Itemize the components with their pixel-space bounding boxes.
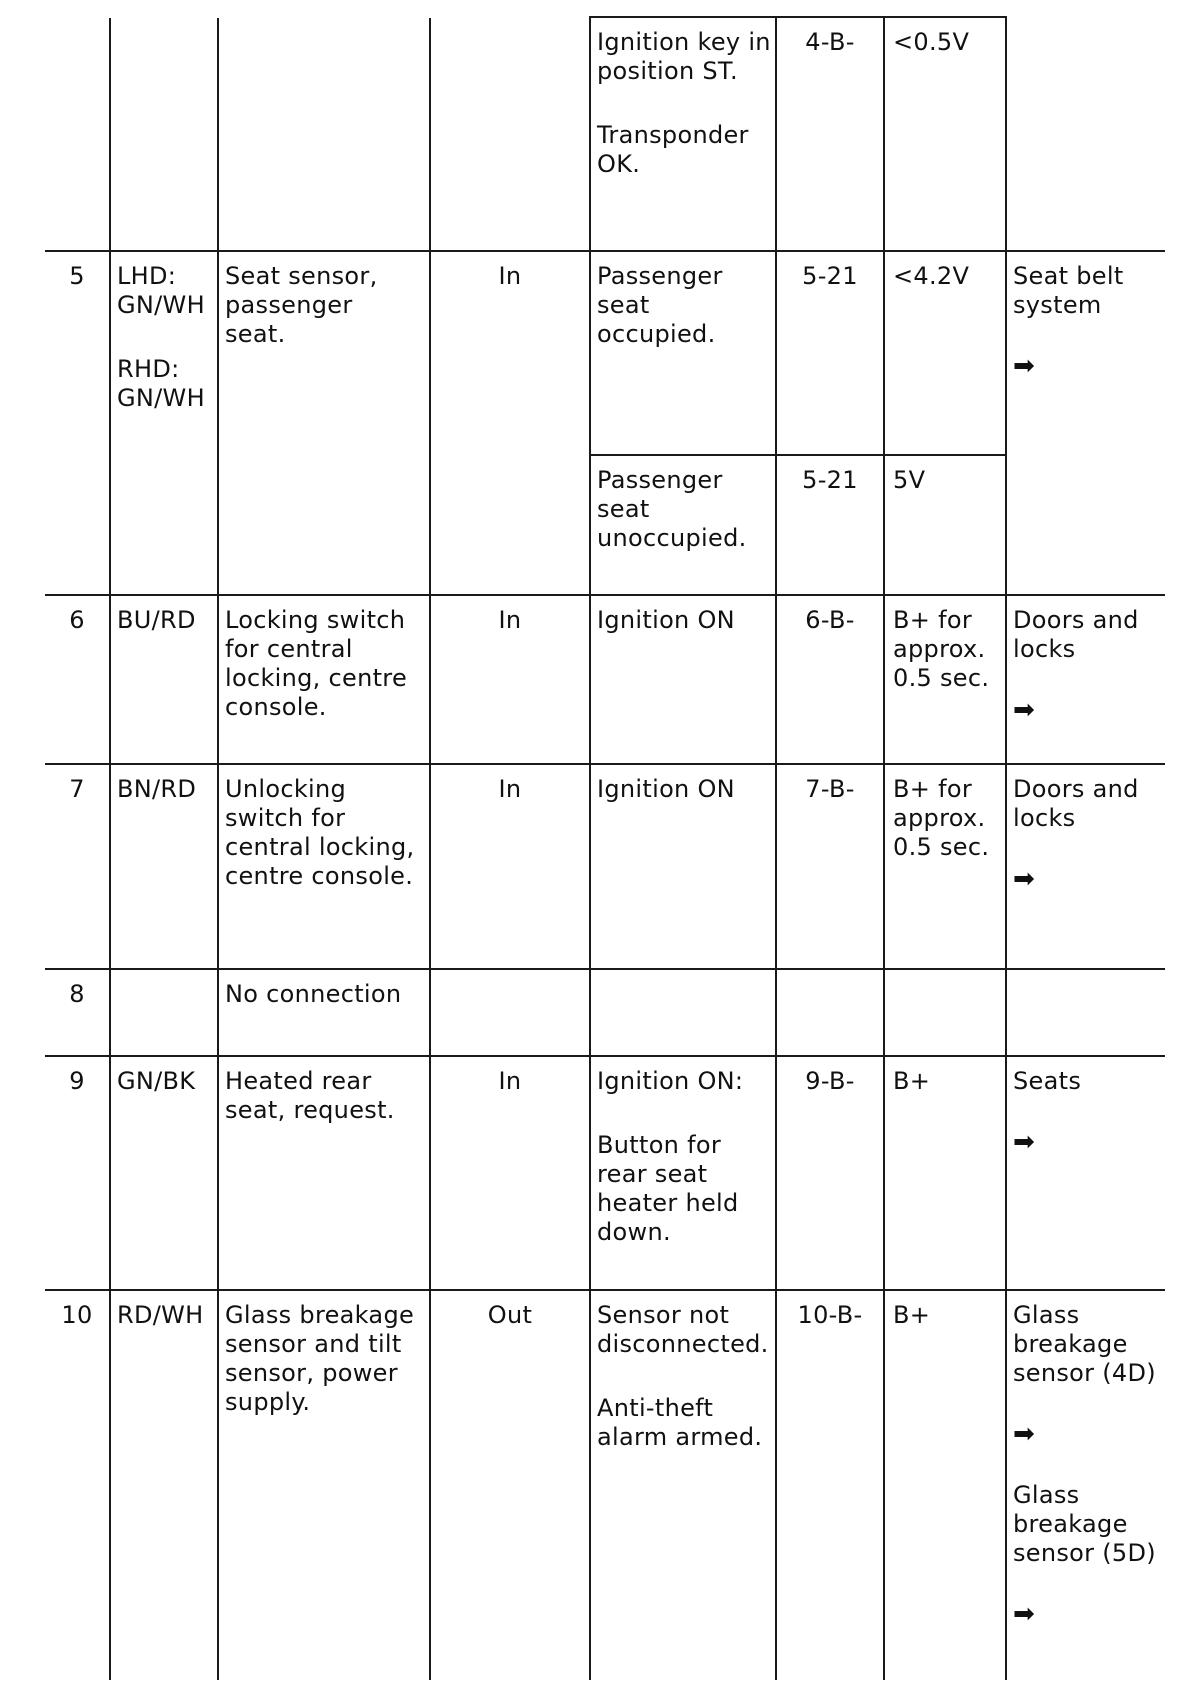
row5-colour — [117, 262, 217, 413]
arrow-right-icon[interactable]: ➡ — [1013, 695, 1036, 725]
row10-condition — [597, 1301, 773, 1452]
row9-reference[interactable] — [1013, 1067, 1163, 1157]
row9-pin: 9 — [69, 1067, 85, 1095]
condition-line: Transponder OK. — [597, 121, 749, 178]
row4-measure: 4-B- — [805, 28, 855, 56]
row-divider — [589, 454, 1007, 456]
row6-pin: 6 — [69, 606, 85, 634]
row10-colour: RD/WH — [117, 1301, 204, 1329]
row7-value: B+ for approx. 0.5 sec. — [893, 775, 990, 861]
row-divider — [45, 594, 1165, 596]
row5-measure-unoccupied: 5-21 — [802, 466, 858, 494]
row-divider — [45, 250, 1165, 252]
row5-pin: 5 — [69, 262, 85, 290]
row5-reference[interactable] — [1013, 262, 1163, 381]
arrow-right-icon[interactable]: ➡ — [1013, 1419, 1036, 1449]
reference-text: Doors and locks — [1013, 775, 1139, 832]
reference-text: Glass breakage sensor (5D) — [1013, 1481, 1156, 1567]
row10-measure: 10-B- — [797, 1301, 863, 1329]
condition-line: Anti-theft alarm armed. — [597, 1394, 763, 1451]
row4-value: <0.5V — [893, 28, 970, 56]
row-divider — [45, 1055, 1165, 1057]
row9-condition — [597, 1067, 773, 1247]
row4-condition — [597, 28, 773, 179]
row5-value-unoccupied: 5V — [893, 466, 926, 494]
row7-function: Unlocking switch for central locking, centre console. — [225, 775, 415, 890]
row6-reference[interactable] — [1013, 606, 1163, 725]
row5-function: Seat sensor, passenger seat. — [225, 262, 378, 348]
row6-colour: BU/RD — [117, 606, 196, 634]
row8-pin: 8 — [69, 980, 85, 1008]
row9-measure: 9-B- — [805, 1067, 855, 1095]
arrow-right-icon[interactable]: ➡ — [1013, 864, 1036, 894]
row6-function: Locking switch for central locking, centre console. — [225, 606, 408, 721]
reference-text: Seats — [1013, 1067, 1082, 1095]
condition-line: Ignition key in position ST. — [597, 28, 771, 85]
row10-reference[interactable] — [1013, 1301, 1163, 1629]
row6-condition: Ignition ON — [597, 606, 735, 634]
arrow-right-icon[interactable]: ➡ — [1013, 351, 1036, 381]
reference-text: Glass breakage sensor (4D) — [1013, 1301, 1156, 1387]
row7-reference[interactable] — [1013, 775, 1163, 894]
colour-lhd: LHD: GN/WH — [117, 262, 205, 319]
top-border — [589, 16, 1007, 18]
row7-condition: Ignition ON — [597, 775, 735, 803]
row5-condition-unoccupied: Passenger seat unoccupied. — [597, 466, 747, 552]
row9-colour: GN/BK — [117, 1067, 196, 1095]
row7-direction: In — [498, 775, 522, 803]
col-divider — [109, 18, 111, 1680]
row6-value: B+ for approx. 0.5 sec. — [893, 606, 990, 692]
arrow-right-icon[interactable]: ➡ — [1013, 1127, 1036, 1157]
reference-text: Doors and locks — [1013, 606, 1139, 663]
col-divider — [217, 18, 219, 1680]
condition-line: Sensor not disconnected. — [597, 1301, 769, 1358]
row10-value: B+ — [893, 1301, 931, 1329]
row-divider — [45, 1289, 1165, 1291]
row6-measure: 6-B- — [805, 606, 855, 634]
row8-function: No connection — [225, 980, 402, 1008]
row10-direction: Out — [487, 1301, 533, 1329]
row7-pin: 7 — [69, 775, 85, 803]
row7-measure: 7-B- — [805, 775, 855, 803]
row7-colour: BN/RD — [117, 775, 197, 803]
row5-measure-occupied: 5-21 — [802, 262, 858, 290]
col-divider — [1005, 18, 1007, 1680]
col-divider — [883, 18, 885, 1680]
row-divider — [45, 763, 1165, 765]
condition-line: Ignition ON: — [597, 1067, 744, 1095]
arrow-right-icon[interactable]: ➡ — [1013, 1599, 1036, 1629]
colour-rhd: RHD: GN/WH — [117, 355, 205, 412]
row6-direction: In — [498, 606, 522, 634]
row-divider — [45, 968, 1165, 970]
row5-condition-occupied: Passenger seat occupied. — [597, 262, 723, 348]
row9-value: B+ — [893, 1067, 931, 1095]
row5-value-occupied: <4.2V — [893, 262, 970, 290]
row10-function: Glass breakage sensor and tilt sensor, power supply. — [225, 1301, 415, 1416]
row9-direction: In — [498, 1067, 522, 1095]
condition-line: Button for rear seat heater held down. — [597, 1131, 739, 1246]
row9-function: Heated rear seat, request. — [225, 1067, 395, 1124]
row10-pin: 10 — [61, 1301, 93, 1329]
row5-direction: In — [498, 262, 522, 290]
reference-text: Seat belt system — [1013, 262, 1124, 319]
col-divider — [589, 18, 591, 1680]
